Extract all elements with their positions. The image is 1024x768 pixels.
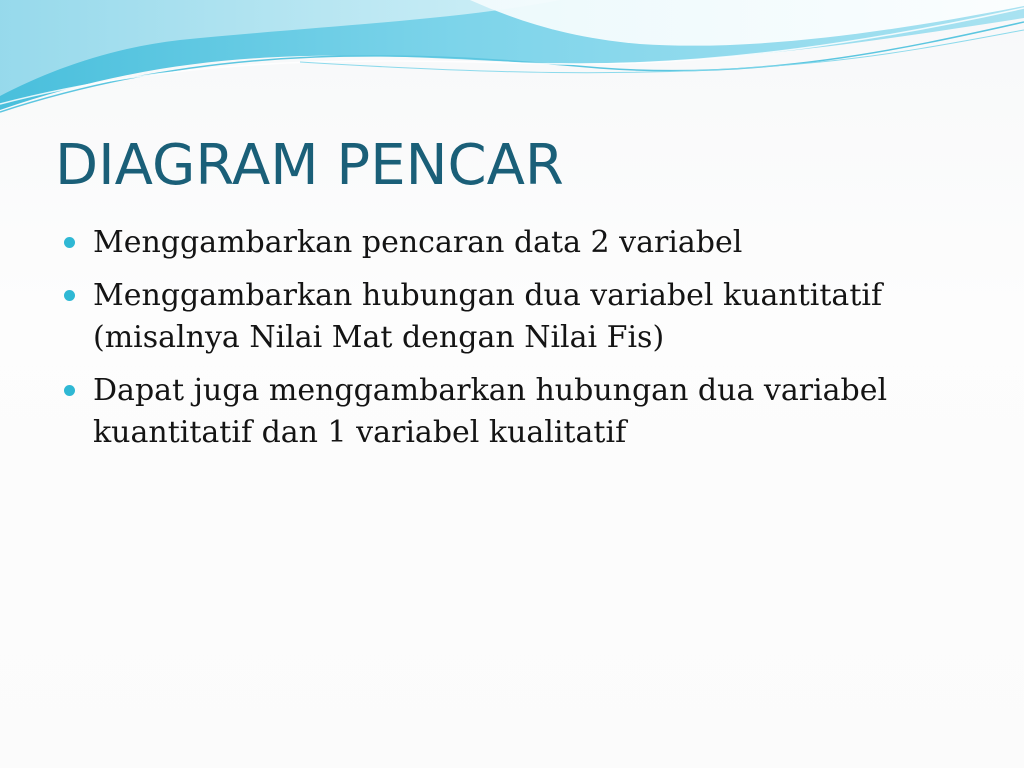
circle-bullet-icon (64, 290, 75, 301)
bullet-text: Dapat juga menggambarkan hubungan dua variabel kuantitatif dan 1 variabel kualitatif (93, 373, 888, 450)
bullet-item (64, 275, 954, 359)
bullet-text: Menggambarkan hubungan dua variabel kuantitatif (misalnya Nilai Mat dengan Nilai Fis) (93, 278, 883, 355)
circle-bullet-icon (64, 237, 75, 248)
slide-title: DIAGRAM PENCAR (55, 133, 564, 198)
bullet-item (64, 222, 954, 264)
bullet-item (64, 370, 954, 454)
bullet-text: Menggambarkan pencaran data 2 variabel (93, 225, 743, 260)
circle-bullet-icon (64, 385, 75, 396)
header-wave-decoration (0, 0, 1024, 120)
bullet-list (64, 222, 954, 465)
